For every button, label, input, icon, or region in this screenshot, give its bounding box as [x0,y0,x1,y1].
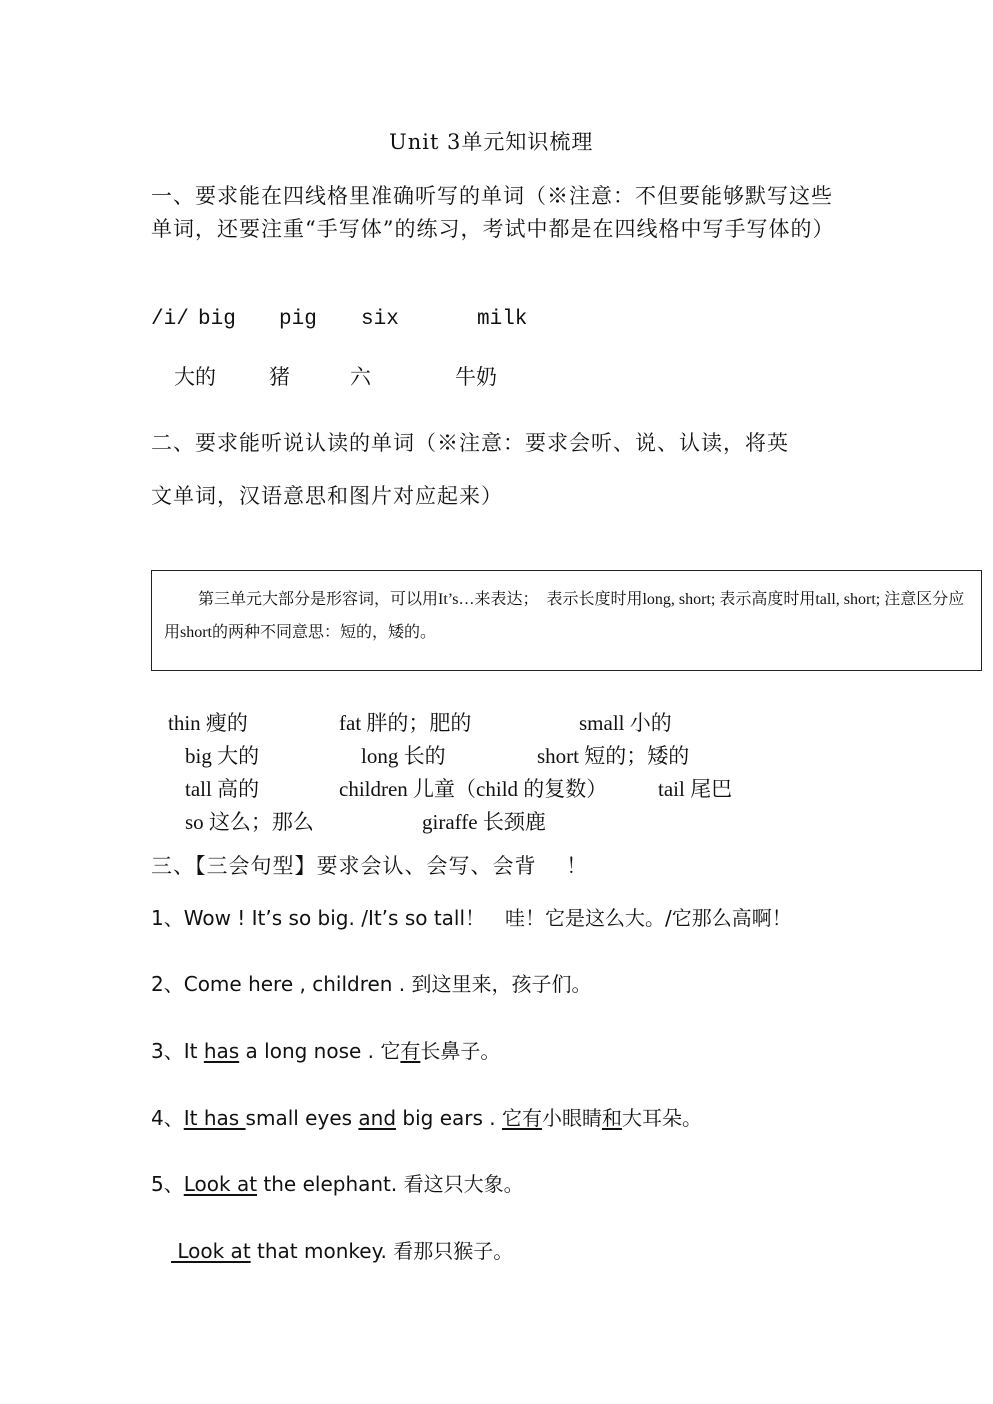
vocab-item: big 大的 [185,744,260,768]
section2-heading-line2: 文单词，汉语意思和图片对应起来） [151,484,503,508]
word-item: pig [279,308,317,331]
sentence-1: 1、Wow ! It’s so big. /It’s so tall！ 哇！它是这么大。/它那么高啊！ [151,906,792,930]
sentence-part: 大耳朵。 [621,1106,702,1130]
vocab-item: giraffe 长颈鹿 [422,810,546,834]
vocab-item: thin 瘦的 [168,711,248,735]
underlined-word: It has [183,1106,246,1130]
vocab-item: children 儿童（child 的复数） [339,777,608,801]
word-item: six [361,308,399,331]
sentence-part: that monkey. 看那只猴子。 [250,1239,514,1263]
vocab-item: short 短的；矮的 [537,744,690,768]
section2-heading-line1: 二、要求能听说认读的单词（※注意：要求会听、说、认读，将英 [151,431,789,455]
underlined-word: Look at [183,1172,258,1196]
phoneme-label: /i/ [151,308,189,331]
sentence-4 [151,1102,702,1131]
note-box [151,570,982,671]
section1-heading: 一、要求能在四线格里准确听写的单词（※注意：不但要能够默写这些单词，还要注重“手写体”的练习，考试中都是在四线格中写手写体的） [151,184,835,241]
sentence-6 [171,1235,513,1264]
note-text: 第三单元大部分是形容词，可以用It’s…来表达； 表示长度时用long, short; 表示高度时用tall, short; 注意区分应用short的两种不同意思：短的，矮的。 [164,591,965,641]
underlined-word: 有 [400,1039,421,1063]
underlined-word: has [203,1039,240,1063]
sentence-part: 3、It [151,1039,204,1063]
sentence-2: 2、Come here , children . 到这里来，孩子们。 [151,972,592,996]
word-item: big [198,308,236,331]
sentence-5 [151,1168,524,1197]
underlined-word: 和 [601,1106,622,1130]
sentence-part: 4、 [151,1106,184,1130]
word-item: milk [477,308,528,331]
word-meaning: 六 [350,365,371,389]
sentence-3 [151,1035,500,1064]
vocab-item: tall 高的 [185,777,260,801]
sentence-part: 小眼睛 [541,1106,602,1130]
word-meaning: 猪 [269,365,290,389]
word-meaning: 大的 [174,365,216,389]
section3-heading: 三、【三会句型】要求会认、会写、会背 ！ [151,854,589,878]
page-title: Unit 3单元知识梳理 [389,130,594,154]
underlined-word: Look at [171,1239,251,1263]
vocab-item: tail 尾巴 [658,777,733,801]
vocab-item: fat 胖的；肥的 [339,711,472,735]
sentence-part: 5、 [151,1172,184,1196]
vocab-item: small 小的 [579,711,672,735]
sentence-part: the elephant. 看这只大象。 [257,1172,524,1196]
sentence-part: small eyes [245,1106,359,1130]
vocab-item: long 长的 [361,744,446,768]
sentence-part: a long nose . 它 [239,1039,401,1063]
sentence-part: 长鼻子。 [420,1039,501,1063]
vocab-item: so 这么；那么 [185,810,314,834]
underlined-word: 它有 [501,1106,542,1130]
underlined-word: and [358,1106,397,1130]
sentence-part: big ears . [396,1106,502,1130]
word-meaning: 牛奶 [455,365,497,389]
